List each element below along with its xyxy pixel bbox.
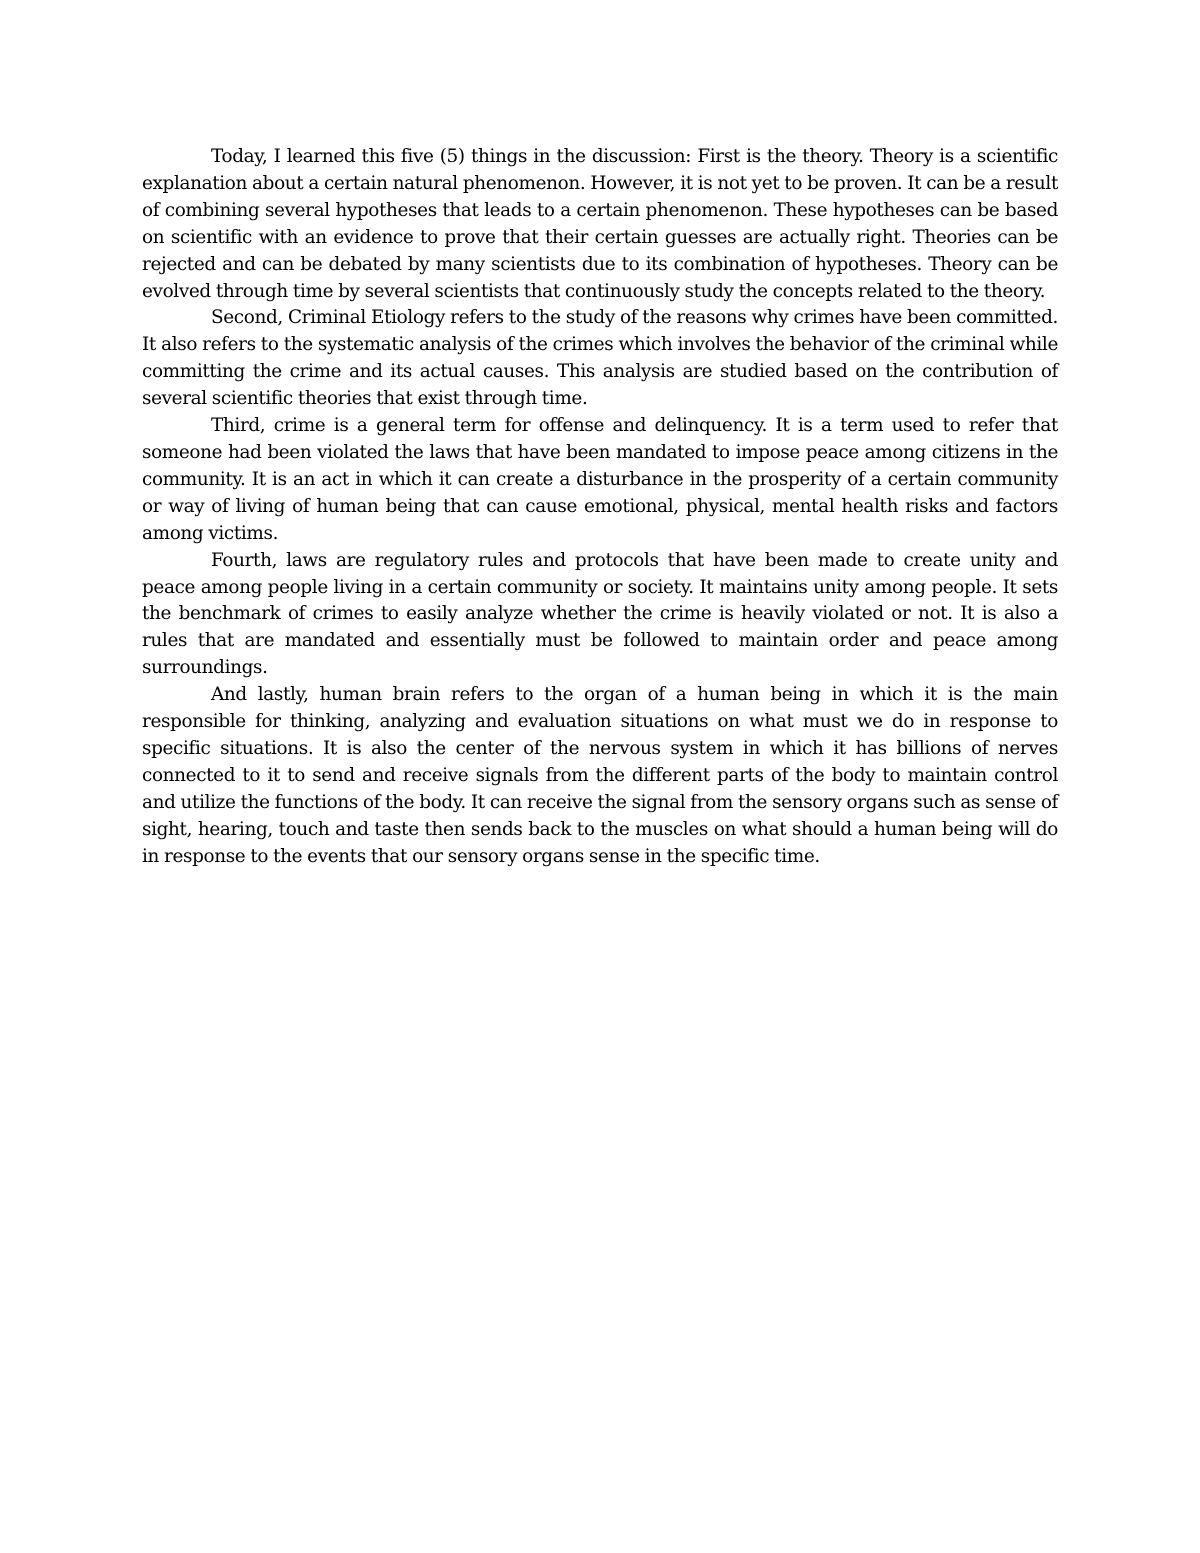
paragraph-theory: Today, I learned this five (5) things in the discussion: First is the theory. Theory is a scientific explanation about a certain natural phenomenon. However, it is not yet to be proven. It can be a result of combining several hypotheses that leads to a certain phenomenon. These hypotheses can be based on scientific with an evidence to prove that their certain guesses are actually right. Theories can be rejected and can be debated by many scientists due to its combination of hypotheses. Theory can be evolved through time by several scientists that continuously study the concepts related to the theory. <box>142 146 1058 302</box>
document-body <box>142 144 1058 870</box>
paragraph-laws: Fourth, laws are regulatory rules and protocols that have been made to create unity and peace among people living in a certain community or society. It maintains unity among people. It sets the benchmark of crimes to easily analyze whether the crime is heavily violated or not. It is also a rules that are mandated and essentially must be followed to maintain order and peace among surroundings. <box>142 549 1058 679</box>
paragraph-crime: Third, crime is a general term for offense and delinquency. It is a term used to refer that someone had been violated the laws that have been mandated to impose peace among citizens in the community. It is an act in which it can create a disturbance in the prosperity of a certain community or way of living of human being that can cause emotional, physical, mental health risks and factors among victims. <box>142 415 1058 544</box>
paragraph-criminal-etiology: Second, Criminal Etiology refers to the study of the reasons why crimes have been committed. It also refers to the systematic analysis of the crimes which involves the behavior of the criminal while committing the crime and its actual causes. This analysis are studied based on the contribution of several scientific theories that exist through time. <box>142 307 1058 410</box>
paragraph-human-brain: And lastly, human brain refers to the organ of a human being in which it is the main responsible for thinking, analyzing and evaluation situations on what must we do in response to specific situations. It is also the center of the nervous system in which it has billions of nerves connected to it to send and receive signals from the different parts of the body to maintain control and utilize the functions of the body. It can receive the signal from the sensory organs such as sense of sight, hearing, touch and taste then sends back to the muscles on what should a human being will do in response to the events that our sensory organs sense in the specific time. <box>142 684 1058 867</box>
